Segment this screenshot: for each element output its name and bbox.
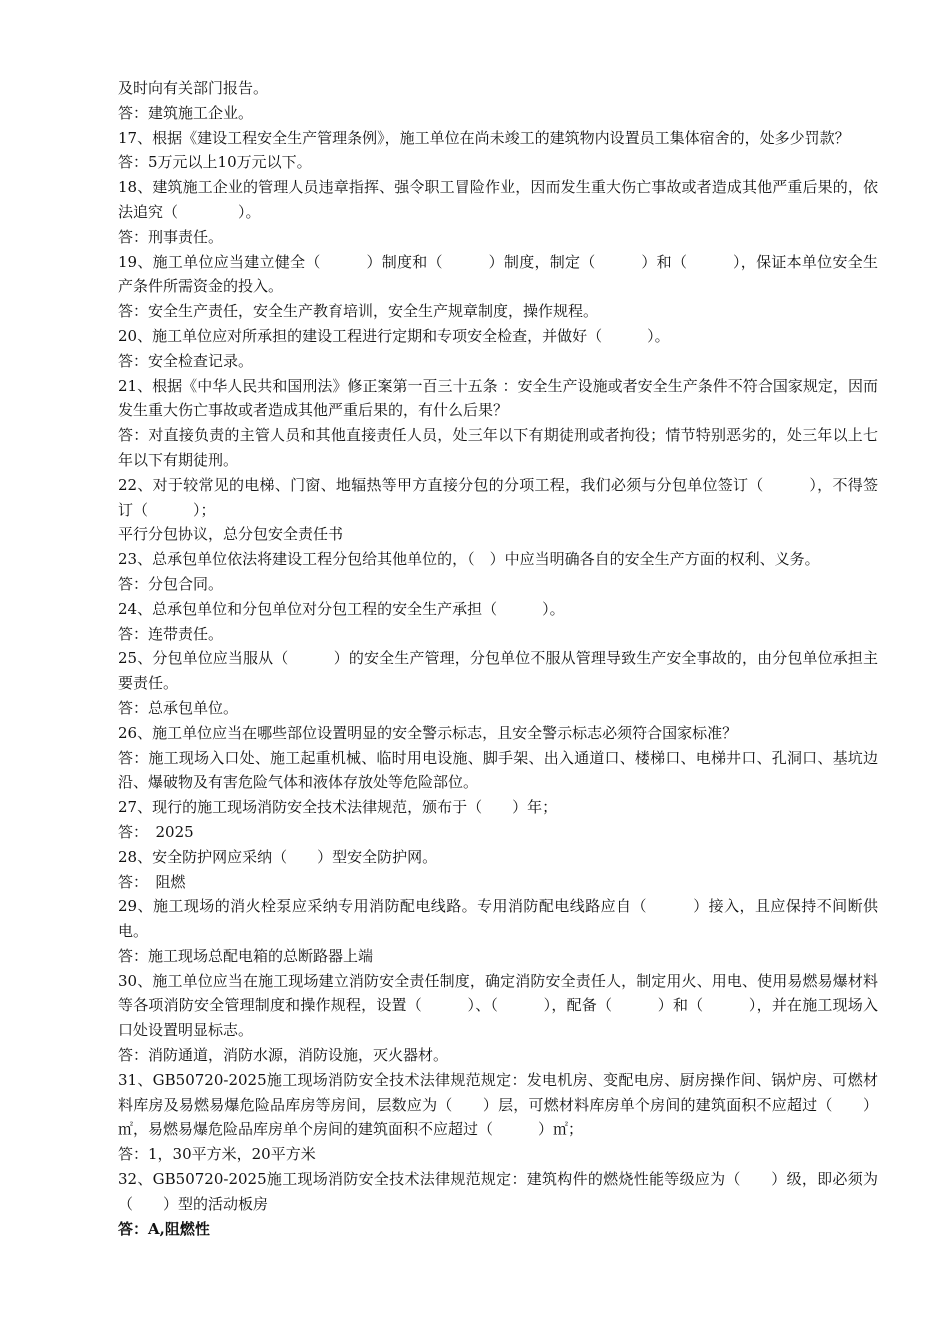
answer-line: 答：安全检查记录。 [118,351,254,370]
answer-line: 平行分包协议，总分包安全责任书 [118,525,344,544]
question-23: 23、总承包单位依法将建设工程分包给其他单位的，（ ）中应当明确各自的安全生产方面的权利、义务。 [118,550,820,569]
answer-line: 答：对直接负责的主管人员和其他直接责任人员，处三年以下有期徒刑或者拘役；情节特别恶劣的，处三年以上七年以下有期徒刑。 [118,426,878,469]
question-29: 29、施工现场的消火栓泵应采纳专用消防配电线路。专用消防配电线路应自（ ）接入，且应保持不间断供电。 [118,897,878,941]
question-20: 20、施工单位应对所承担的建设工程进行定期和专项安全检查，并做好（ ）。 [118,326,670,345]
question-28: 28、安全防护网应采纳（ ）型安全防护网。 [118,847,438,866]
answer-line: 答：分包合同。 [118,574,224,593]
question-32: 32、GB50720-2025施工现场消防安全技术法律规范规定：建筑构件的燃烧性能等级应为（ ）级，即必须为（ ）型的活动板房 [118,1170,878,1213]
question-24: 24、总承包单位和分包单位对分包工程的安全生产承担（ ）。 [118,599,565,618]
answer-line: 答：消防通道，消防水源，消防设施，灭火器材。 [118,1046,449,1065]
answer-line: 答：施工现场总配电箱的总断路器上端 [118,946,374,965]
answer-line-bold: 答：A,阻燃性 [118,1219,210,1238]
question-31: 31、GB50720-2025施工现场消防安全技术法律规范规定：发电机房、变配电房、厨房操作间、锅炉房、可燃材料库房及易燃易爆危险品库房等房间，层数应为（ ）层，可燃材料库房单个房间的建筑面积不应超过（ ）㎡，易燃易爆危险品库房单个房间的建筑面积不应超过（ ）㎡； [118,1070,878,1139]
question-17: 17、根据《建设工程安全生产管理条例》，施工单位在尚未竣工的建筑物内设置员工集体宿舍的，处多少罚款？ [118,128,850,147]
document-body [118,76,878,1241]
question-25: 25、分包单位应当服从（ ）的安全生产管理，分包单位不服从管理导致生产安全事故的，由分包单位承担主要责任。 [118,649,878,693]
answer-line: 答：刑事责任。 [118,227,224,246]
text-line: 及时向有关部门报告。 [118,79,269,97]
answer-line: 答： 阻燃 [118,872,186,891]
answer-line: 答：连带责任。 [118,624,224,643]
answer-line: 答：施工现场入口处、施工起重机械、临时用电设施、脚手架、出入通道口、楼梯口、电梯井口、孔洞口、基坑边沿、爆破物及有害危险气体和液体存放处等危险部位。 [118,748,878,792]
question-30: 30、施工单位应当在施工现场建立消防安全责任制度，确定消防安全责任人，制定用火、用电、使用易燃易爆材料等各项消防安全管理制度和操作规程，设置（ ）、（ ），配备（ ）和（ ），并在施工现场入口处设置明显标志。 [118,971,878,1040]
question-19: 19、施工单位应当建立健全（ ）制度和（ ）制度，制定（ ）和（ ），保证本单位安全生产条件所需资金的投入。 [118,252,878,296]
question-27: 27、现行的施工现场消防安全技术法律规范，颁布于（ ）年； [118,798,558,817]
question-22: 22、对于较常见的电梯、门窗、地辐热等甲方直接分包的分项工程，我们必须与分包单位签订（ ），不得签订（ ）； [118,475,878,519]
question-21: 21、根据《中华人民共和国刑法》修正案第一百三十五条 ：安全生产设施或者安全生产条件不符合国家规定，因而发生重大伤亡事故或者造成其他严重后果的，有什么后果？ [118,376,878,420]
answer-line: 答：5万元以上10万元以下。 [118,153,312,172]
answer-line: 答： 2025 [118,822,194,841]
answer-line: 答：总承包单位。 [118,698,239,717]
answer-line: 答：建筑施工企业。 [118,103,254,122]
answer-line: 答：安全生产责任，安全生产教育培训，安全生产规章制度，操作规程。 [118,302,599,321]
question-18: 18、建筑施工企业的管理人员违章指挥、强令职工冒险作业，因而发生重大伤亡事故或者造成其他严重后果的，依法追究（ ）。 [118,178,878,221]
answer-line: 答：1，30平方米，20平方米 [118,1145,316,1164]
question-26: 26、施工单位应当在哪些部位设置明显的安全警示标志，且安全警示标志必须符合国家标准？ [118,723,738,742]
